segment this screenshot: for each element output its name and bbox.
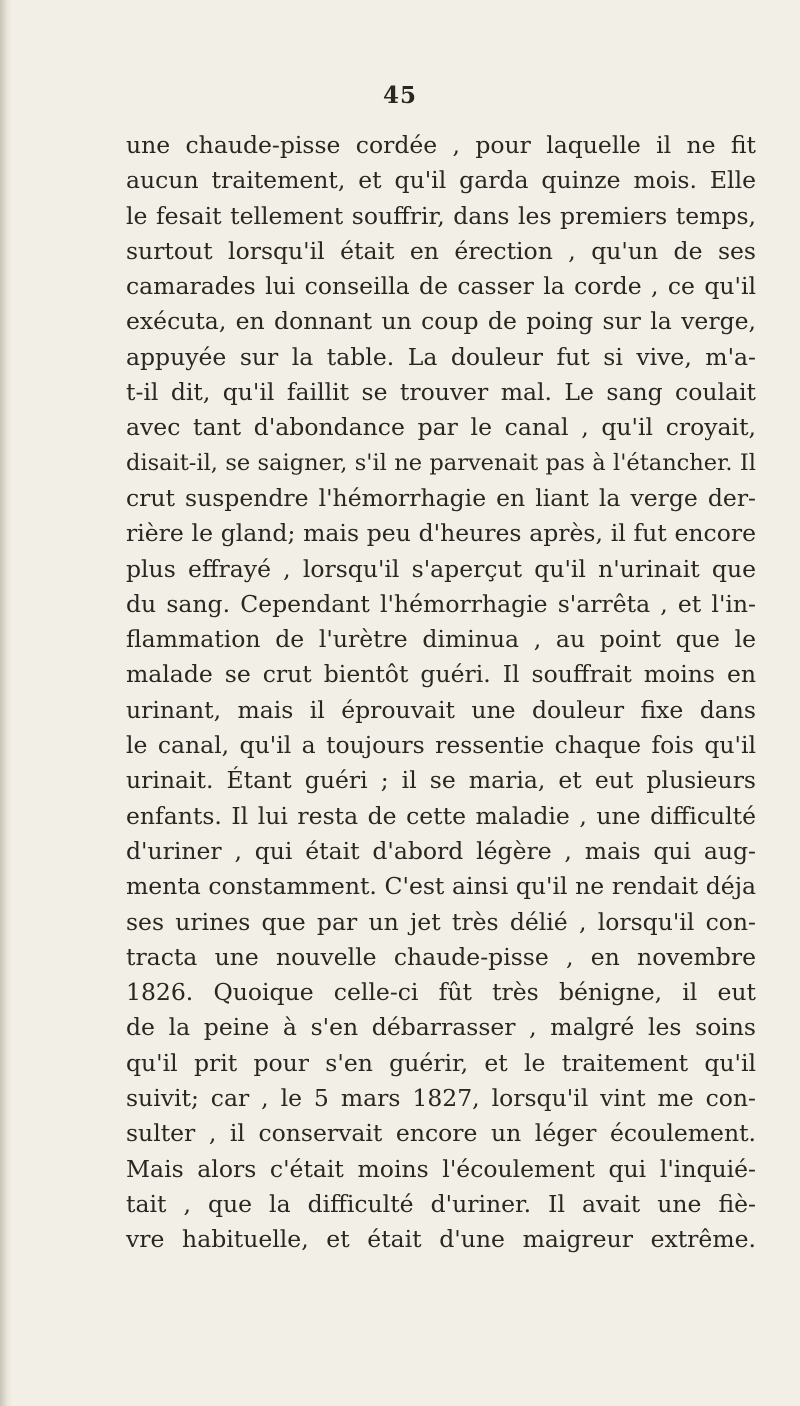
text-line: camarades lui conseilla de casser la corde , ce qu'il — [126, 272, 756, 301]
text-line: rière le gland; mais peu d'heures après, il fut encore — [126, 519, 756, 548]
text-line: le canal, qu'il a toujours ressentie chaque fois qu'il — [126, 731, 756, 760]
text-line: aucun traitement, et qu'il garda quinze mois. Elle — [126, 166, 756, 195]
page-gutter-shadow — [0, 0, 12, 1406]
text-line: ses urines que par un jet très délié , lorsqu'il con- — [126, 907, 756, 936]
text-line: le fesait tellement souffrir, dans les premiers temps, — [126, 201, 756, 230]
text-line: qu'il prit pour s'en guérir, et le traitement qu'il — [126, 1048, 756, 1077]
text-line: appuyée sur la table. La douleur fut si vive, m'a- — [126, 342, 756, 371]
text-line: flammation de l'urètre diminua , au point que le — [126, 625, 756, 654]
text-line: exécuta, en donnant un coup de poing sur la verge, — [126, 307, 756, 336]
body-text — [126, 128, 756, 1258]
text-line: urinant, mais il éprouvait une douleur fixe dans — [126, 695, 756, 724]
text-line: Mais alors c'était moins l'écoulement qui l'inquié- — [126, 1154, 756, 1183]
text-line: une chaude-pisse cordée , pour laquelle il ne fit — [126, 131, 756, 159]
text-line: de la peine à s'en débarrasser , malgré les soins — [126, 1013, 756, 1042]
text-line: sulter , il conservait encore un léger écoulement. — [126, 1119, 756, 1148]
text-line: surtout lorsqu'il était en érection , qu'un de ses — [126, 236, 756, 265]
text-line: d'uriner , qui était d'abord légère , mais qui aug- — [126, 836, 756, 865]
text-line: disait-il, se saigner, s'il ne parvenait pas à l'étancher. Il — [126, 449, 756, 476]
text-line: 1826. Quoique celle-ci fût très bénigne, il eut — [126, 978, 756, 1007]
text-line: tracta une nouvelle chaude-pisse , en novembre — [126, 942, 756, 971]
text-line: plus effrayé , lorsqu'il s'aperçut qu'il n'urinait que — [126, 554, 756, 583]
text-line: suivit; car , le 5 mars 1827, lorsqu'il vint me con- — [126, 1084, 756, 1113]
text-line: du sang. Cependant l'hémorrhagie s'arrêta , et l'in- — [126, 589, 756, 618]
text-line: avec tant d'abondance par le canal , qu'il croyait, — [126, 413, 756, 442]
page-number: 45 — [382, 82, 417, 109]
text-line: menta constamment. C'est ainsi qu'il ne rendait déja — [126, 872, 756, 901]
text-line: enfants. Il lui resta de cette maladie , une difficulté — [126, 801, 756, 830]
text-line: crut suspendre l'hémorrhagie en liant la verge der- — [126, 483, 756, 512]
text-line: tait , que la difficulté d'uriner. Il avait une fiè- — [126, 1189, 756, 1218]
text-line: urinait. Étant guéri ; il se maria, et eut plusieurs — [126, 766, 756, 795]
text-line: t-il dit, qu'il faillit se trouver mal. Le sang coulait — [126, 378, 756, 407]
text-line: vre habituelle, et était d'une maigreur extrême. — [126, 1225, 756, 1254]
text-line: malade se crut bientôt guéri. Il souffrait moins en — [126, 660, 756, 689]
